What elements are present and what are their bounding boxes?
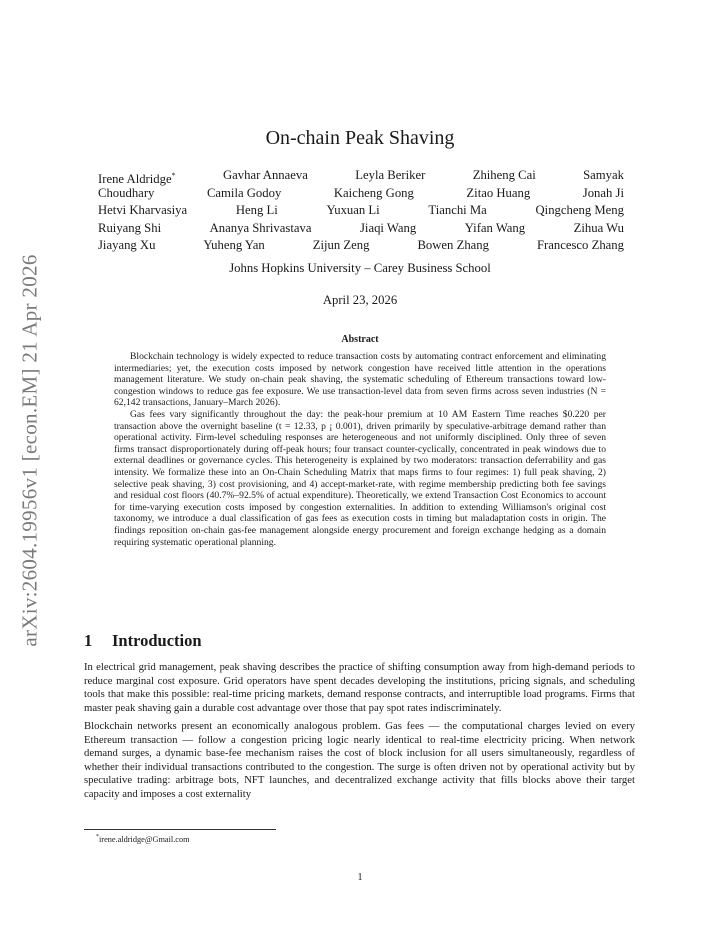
- author-name: Kaicheng Gong: [333, 185, 414, 200]
- abstract-paragraph: Gas fees vary significantly throughout the day: the peak-hour premium at 10 AM Eastern Time reaches $0.220 per transaction above the overnight baseline (t = 12.33, p ¡ 0.001), driven primarily by speculative-arbitrage demand rather than operational activity. Firm-level scheduling responses are heterogeneous and not uniformly disciplined. Only three of seven firms transact disproportionately during off-peak hours; four transact counter-cyclically, concentrated in peak windows due to external deadlines or governance cycles. This heterogeneity is explained by two moderators: transaction deferrability and gas intensity. We formalize these into an On-Chain Scheduling Matrix that maps firms to four regimes: 1) full peak shaving, 2) selective peak shaving, 3) cost provisioning, and 4) accept-market-rate, with regime membership predicting both fee savings and residual cost floors (40.7%–92.5% of actual expenditure). Theoretically, we extend Transaction Cost Economics to account for time-varying execution costs imposed by congestion externalities. In addition to extending Williamson's original cost taxonomy, we introduce a dual classification of gas fees as execution costs in timing but maladaptation costs in origin. The findings reposition on-chain gas-fee management alongside energy procurement and foreign exchange hedging as a domain requiring systematic operational planning.: [114, 408, 606, 548]
- author-name: Ananya Shrivastava: [209, 220, 312, 235]
- author-name: Jonah Ji: [582, 185, 624, 200]
- author-name: Tianchi Ma: [428, 203, 487, 217]
- section-title: Introduction: [112, 631, 202, 650]
- author-name: Zhiheng Cai: [472, 168, 536, 182]
- author-name: Samyak: [583, 168, 624, 182]
- affiliation: Johns Hopkins University – Carey Business School: [229, 261, 491, 275]
- author-name: Ruiyang Shi: [98, 220, 162, 235]
- arxiv-id: arXiv:2604.19956v1 [econ.EM] 21 Apr 2026: [17, 253, 42, 647]
- author-name: Jiaqi Wang: [359, 220, 417, 235]
- footnote: *irene.aldridge@Gmail.com: [96, 834, 190, 844]
- abstract-paragraph: Blockchain technology is widely expected to reduce transaction costs by automating contract enforcement and eliminating intermediaries; yet, the execution costs imposed by network congestion have received little attention in the operations management literature. We study on-chain peak shaving, the systematic scheduling of Ethereum transactions toward low-congestion windows to reduce gas fee exposure. We use transaction-level data from seven firms across seven industries (N = 62,142 transactions, January–March 2026).: [114, 351, 606, 409]
- footnote-divider: [84, 829, 276, 830]
- author-name: Yuheng Yan: [203, 238, 265, 252]
- section-number: 1: [84, 631, 93, 650]
- author-row: [98, 220, 624, 238]
- abstract-heading: Abstract: [341, 334, 379, 345]
- author-name: Qingcheng Meng: [535, 203, 624, 217]
- author-list: [98, 167, 624, 255]
- paper-title: On-chain Peak Shaving: [265, 127, 455, 149]
- author-name: Irene Aldridge*: [98, 171, 176, 187]
- paper-date: April 23, 2026: [322, 293, 398, 307]
- page-number: 1: [357, 872, 363, 883]
- author-row: [98, 237, 624, 255]
- section-heading: [84, 631, 202, 651]
- abstract: [114, 351, 606, 548]
- author-name: Camila Godoy: [206, 185, 282, 200]
- author-name: Heng Li: [235, 203, 278, 217]
- author-name: Yuxuan Li: [326, 203, 380, 217]
- author-name: Francesco Zhang: [536, 238, 624, 252]
- author-name: Zijun Zeng: [312, 238, 370, 252]
- author-name: Zitao Huang: [466, 185, 531, 200]
- author-row: [98, 185, 624, 203]
- author-name: Choudhary: [98, 185, 155, 200]
- author-row: [98, 167, 624, 185]
- body-paragraph: Blockchain networks present an economically analogous problem. Gas fees — the computational charges levied on every Ethereum transaction — follow a congestion pricing logic nearly identical to real-time electricity pricing. When network demand surges, a dynamic base-fee mechanism raises the cost of block inclusion for all users simultaneously, regardless of whether their individual transactions contributed to the congestion. The surge is often driven not by operational activity but by speculative trading: arbitrage bots, NFT launches, and decentralized exchange activity that fills blocks above their target capacity and imposes a cost externality: [84, 720, 635, 800]
- author-name: Leyla Beriker: [355, 168, 426, 182]
- body-paragraph: In electrical grid management, peak shaving describes the practice of shifting consumption away from high-demand periods to reduce marginal cost exposure. Grid operators have spent decades developing the institutions, pricing signals, and scheduling tools that make this possible: real-time pricing markets, demand response contracts, and interruptible load programs. Firms that master peak shaving gain a durable cost advantage over those that pay spot rates indiscriminately.: [84, 661, 635, 714]
- body-text: [84, 661, 635, 806]
- author-name: Bowen Zhang: [417, 238, 489, 252]
- author-name: Gavhar Annaeva: [222, 168, 308, 182]
- author-name: Yifan Wang: [464, 220, 526, 235]
- author-name: Hetvi Kharvasiya: [98, 203, 188, 217]
- author-row: [98, 202, 624, 220]
- author-name: Jiayang Xu: [98, 238, 156, 252]
- author-name: Zihua Wu: [573, 220, 624, 235]
